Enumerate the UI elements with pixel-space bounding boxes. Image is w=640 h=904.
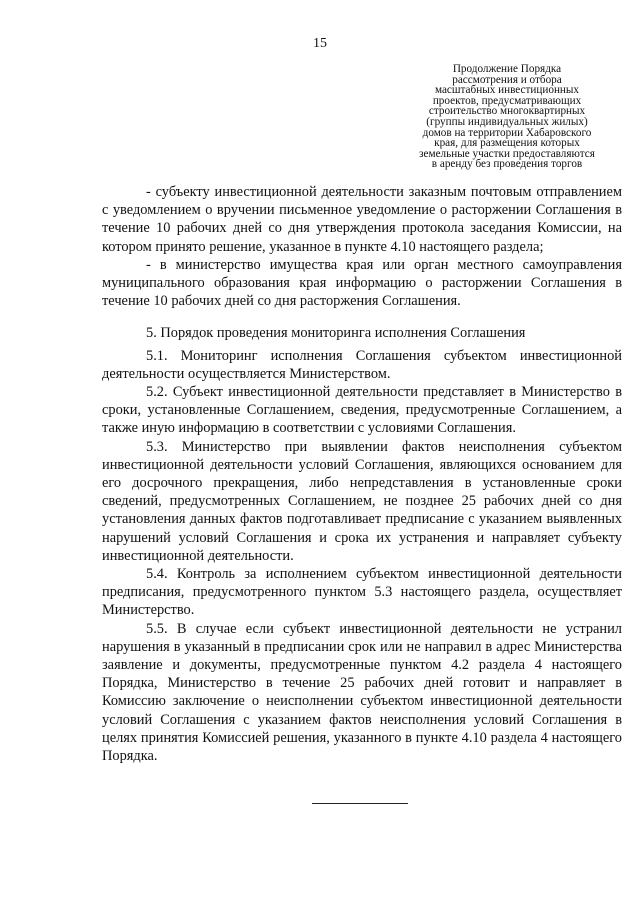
header-note-line: масштабных инвестиционных bbox=[434, 84, 580, 97]
closing-rule bbox=[312, 803, 408, 804]
header-note-line: в аренду без проведения торгов bbox=[431, 158, 583, 171]
paragraph-5-1: 5.1. Мониторинг исполнения Соглашения субъектом инвестиционной деятельности осуществляется Министерством. bbox=[102, 347, 622, 382]
paragraph-notify-ministry: - в министерство имущества края или орган местного самоуправления муниципального образования края информацию о расторжении Соглашения в течение 10 рабочих дней со дня расторжения Соглашения. bbox=[102, 256, 622, 310]
header-note-line: земельные участки предоставляются bbox=[419, 147, 595, 160]
section-heading: 5. Порядок проведения мониторинга исполнения Соглашения bbox=[146, 325, 526, 342]
page-number: 15 bbox=[313, 36, 327, 51]
header-note-line: (группы индивидуальных жилых) bbox=[426, 115, 588, 128]
header-note-line: Продолжение Порядка bbox=[452, 63, 562, 75]
paragraph-notify-investor: - субъекту инвестиционной деятельности заказным почтовым отправлением с уведомлением о вручении письменное уведомление о расторжении Соглашения в течение 10 рабочих дней со дня утверждения протокола заседания Комиссии, на котором принято решение, указанное в пункте 4.10 настоящего раздела; bbox=[102, 184, 622, 255]
header-note-line: строительство многоквартирных bbox=[428, 105, 586, 118]
document-body bbox=[102, 183, 622, 765]
header-note-line: домов на территории Хабаровского bbox=[422, 126, 592, 139]
header-note-line: проектов, предусматривающих bbox=[432, 94, 582, 107]
paragraph-5-5: 5.5. В случае если субъект инвестиционной деятельности не устранил нарушения в указанный в предписании срок или не направил в адрес Министерства заявление и документы, предусмотренные пунктом 4.2 раздела 4 настоящего Порядка, Министерство в течение 25 рабочих дней готовит и направляет в Комиссию заключение о неисполнении субъектом инвестиционной деятельности условий Соглашения с указанием фактов неисполнения условий Соглашения в целях принятия Комиссией решения, указанного в пункте 4.10 раздела 4 настоящего Порядка. bbox=[102, 620, 622, 765]
document-header-note bbox=[392, 64, 622, 170]
paragraph-5-2: 5.2. Субъект инвестиционной деятельности представляет в Министерство в сроки, установленные Соглашением, сведения, предусмотренные Соглашением, а также иную информацию в соответствии с условиями Соглашения. bbox=[102, 384, 622, 437]
paragraph-5-4: 5.4. Контроль за исполнением субъектом инвестиционной деятельности предписания, предусмотренного пунктом 5.3 настоящего раздела, осуществляет Министерство. bbox=[102, 566, 622, 619]
header-note-line: рассмотрения и отбора bbox=[452, 73, 562, 86]
header-note-line: края, для размещения которых bbox=[434, 137, 580, 150]
paragraph-5-3: 5.3. Министерство при выявлении фактов неисполнения субъектом инвестиционной деятельности условий Соглашения, являющихся основанием для его досрочного прекращения, либо непредставления в установленные сроки сведений, предусмотренных Соглашением, не позднее 25 рабочих дней со дня установления данных фактов подготавливает предписание с указанием выявленных нарушений условий Соглашения и срока их устранения и направляет субъекту инвестиционной деятельности. bbox=[102, 438, 622, 564]
